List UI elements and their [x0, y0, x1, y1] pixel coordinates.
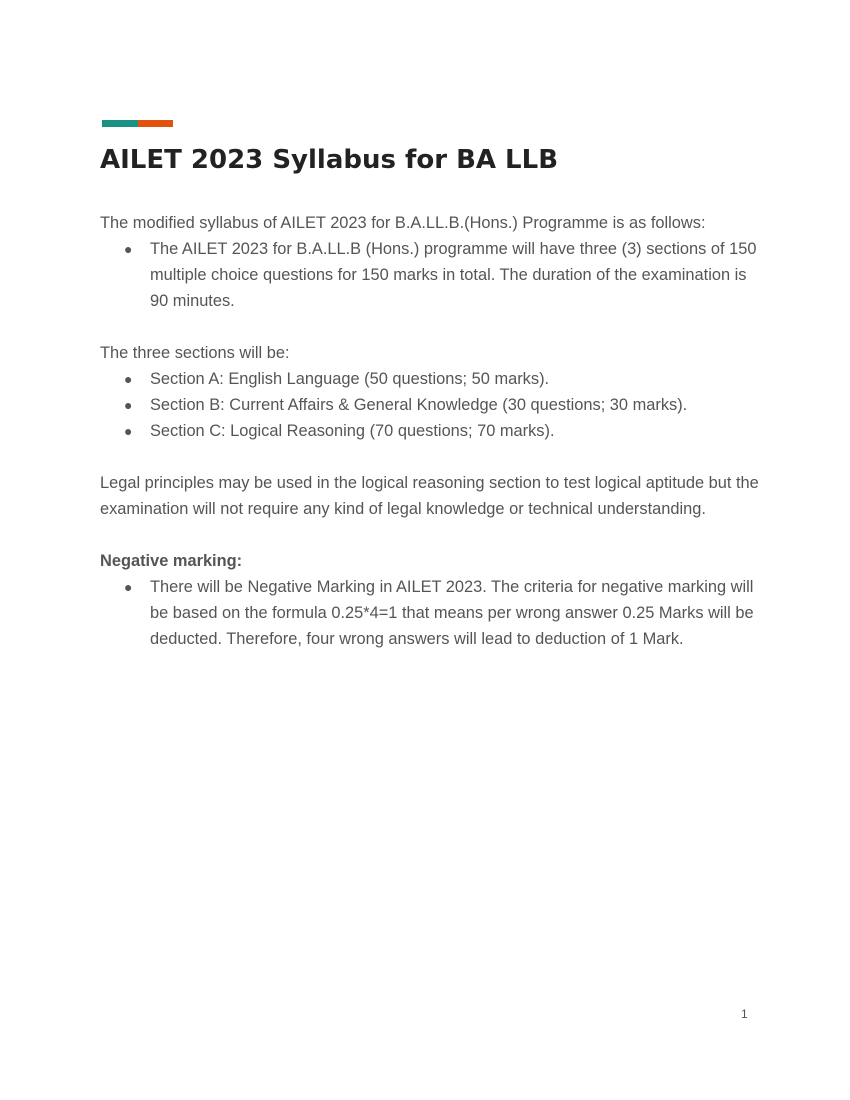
list-item — [100, 574, 760, 652]
spacer — [100, 314, 760, 340]
bullet-icon: ● — [124, 241, 133, 257]
sections-list — [100, 366, 760, 444]
list-item — [100, 418, 760, 444]
bullet-icon: ● — [124, 579, 133, 595]
bullet-icon: ● — [124, 371, 133, 387]
list-item-text: Section B: Current Affairs & General Knowledge (30 questions; 30 marks). — [150, 396, 688, 414]
document-body — [100, 210, 760, 652]
list-item-text: Section A: English Language (50 questions; 50 marks). — [150, 370, 550, 388]
list-item — [100, 366, 760, 392]
accent-bar-teal — [102, 120, 138, 127]
spacer — [100, 444, 760, 470]
spacer — [100, 522, 760, 548]
page-title: AILET 2023 Syllabus for BA LLB — [100, 145, 559, 175]
negative-marking-list — [100, 574, 760, 652]
accent-bar — [102, 120, 173, 127]
list-item-text: The AILET 2023 for B.A.LL.B (Hons.) programme will have three (3) sections of 150 multiple choice questions for 150 marks in total. The duration of the examination is 90 minutes. — [150, 240, 757, 310]
sections-intro: The three sections will be: — [100, 344, 290, 362]
negative-marking-heading: Negative marking: — [100, 552, 243, 570]
intro-list — [100, 236, 760, 314]
bullet-icon: ● — [124, 423, 133, 439]
accent-bar-orange — [138, 120, 173, 127]
page-number: 1 — [741, 1007, 748, 1021]
intro-paragraph: The modified syllabus of AILET 2023 for B.A.LL.B.(Hons.) Programme is as follows: — [100, 214, 706, 232]
list-item-text: Section C: Logical Reasoning (70 questions; 70 marks). — [150, 422, 555, 440]
bullet-icon: ● — [124, 397, 133, 413]
list-item — [100, 392, 760, 418]
list-item — [100, 236, 760, 314]
list-item-text: There will be Negative Marking in AILET 2023. The criteria for negative marking will be based on the formula 0.25*4=1 that means per wrong answer 0.25 Marks will be deducted. Therefore, four wrong answers will lead to deduction of 1 Mark. — [150, 578, 754, 648]
legal-paragraph: Legal principles may be used in the logical reasoning section to test logical aptitude but the examination will not require any kind of legal knowledge or technical understanding. — [100, 474, 759, 518]
